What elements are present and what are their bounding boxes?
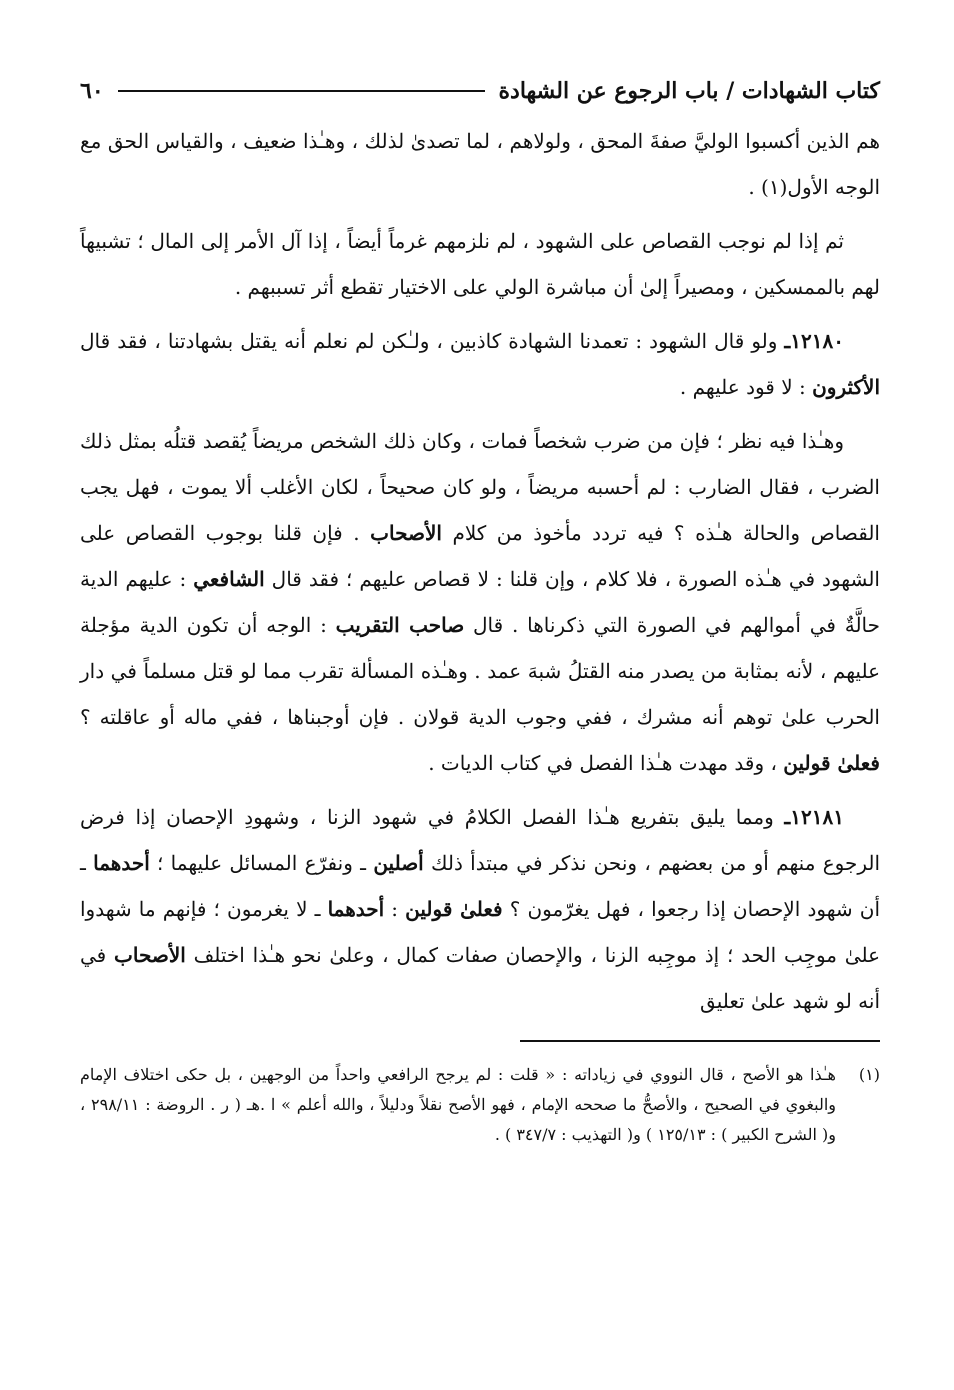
footnote-number: (١) [858,1065,880,1084]
paragraph-4 [80,418,880,786]
bold-term: أصلين [373,851,424,875]
bold-term: أحدهما [93,851,150,875]
paragraph-2 [80,218,880,310]
text-run: ـ ونفرّع المسائل عليهما ؛ [149,851,374,875]
paragraph-5 [80,794,880,1024]
bold-term: فعلىٰ قولين [783,751,880,775]
footnote-text: هـٰذا هو الأصح ، قال النووي في زياداته : « قلت : لم يرجح الرافعي واحداً من الوجهين ، بل حكى اختلاف الإمام والبغوي في الصحيح ، والأصحُّ ما صححه الإمام ، فهو الأصح نقلاً ودليلاً ، والله أعلم » ا .هـ ( ر . الروضة : ٢٩٨/١١ ، و( الشرح الكبير ) : ١٢٥/١٣ ) و( التهذيب : ٣٤٧/٧ ) . [80,1065,836,1144]
bold-term: ١٢١٨٠ـ [784,329,844,353]
text-run: ولو قال الشهود : تعمدنا الشهادة كاذبين ، ولـٰكن لم نعلم أنه يقتل بشهادتنا ، فقد قال [80,329,785,353]
text-run: . [748,175,762,199]
page-header [80,70,880,112]
header-rule [118,90,485,92]
text-run: (١) [761,175,788,199]
paragraph-3 [80,318,880,410]
text-run: : عليهم الدية حالَّةٌ في أموالهم في الصورة التي ذكرناها . قال [80,567,880,637]
bold-term: الأصحاب [114,943,186,967]
bold-term: ١٢١٨١ـ [784,805,844,829]
text-run: في أنه لو شهد علىٰ تعليق [80,943,880,1013]
text-run: هم الذين أكسبوا الوليَّ صفةَ المحق ، ولولاهم ، لما تصدىٰ لذلك ، وهـٰذا ضعيف ، والقياس الحق مع الوجه الأول [80,129,880,199]
bold-term: الشافعي [193,567,265,591]
paragraph-1 [80,118,880,210]
running-title: كتاب الشهادات / باب الرجوع عن الشهادة [498,78,880,104]
bold-term: صاحب التقريب [335,613,465,637]
main-text [80,118,880,1024]
text-run: : لا قود عليهم . [679,375,813,399]
footnote [80,1060,880,1150]
book-page [80,70,880,1150]
text-run: ومما يليق بتفريع هـٰذا الفصل الكلامُ في شهود الزنا ، وشهودِ الإحصان إذا فرض الرجوع منهم أو من بعضهم ، ونحن نذكر في مبتدأ ذلك [80,805,881,875]
bold-term: أحدهما [327,897,385,921]
text-run: . فإن قلنا بوجوب القصاص على الشهود في هـٰذه الصورة ، فلا كلام ، وإن قلنا : لا قصاص عليهم ؛ فقد قال [80,521,880,591]
text-run: : الوجه أن تكون الدية مؤجلة عليهم ، لأنه بمثابة من يصدر منه القتلُ شبهَ عمد . وهـٰذه المسألة تقرب مما لو قتل مسلماً في دار الحرب علىٰ توهم أنه مشرك ، ففي وجوب الدية قولان . فإن أوجبناها ، ففي ماله أو عاقلته ؟ [80,613,880,729]
text-run: ـ أن شهود الإحصان إذا رجعوا ، فهل يغرّمون ؟ [80,851,881,921]
bold-term: فعلىٰ قولين [405,897,503,921]
page-number: ٦٠ [80,78,104,104]
text-run: ـ لا يغرمون ؛ فإنهم ما شهدوا علىٰ موجِب الحد ؛ إذ موجِبه الزنا ، والإحصان صفات كمال ، وعلىٰ نحو هـٰذا اختلف [80,897,881,967]
text-run: ثم إذا لم نوجب القصاص على الشهود ، لم نلزمهم غرماً أيضاً ، إذا آل الأمر إلى المال ؛ تشبيهاً لهم بالممسكين ، ومصيراً إلىٰ أن مباشرة الولي على الاختيار تقطع أثر تسببهم . [80,229,880,299]
text-run: وهـٰذا فيه نظر ؛ فإن من ضرب شخصاً فمات ، وكان ذلك الشخص مريضاً يُقصد قتلُه بمثل ذلك الضرب ، فقال الضارب : لم أحسبه مريضاً ، ولو كان صحيحاً ، لكان الأغلب ألا يموت ، فهل يجب القصاص والحالة هـٰذه ؟ فيه تردد مأخوذ من كلام [80,429,880,545]
bold-term: الأكثرون [812,375,880,399]
text-run: : [384,897,406,921]
footnote-separator [520,1040,880,1042]
bold-term: الأصحاب [370,521,442,545]
text-run: ، وقد مهدت هـٰذا الفصل في كتاب الديات . [428,751,784,775]
